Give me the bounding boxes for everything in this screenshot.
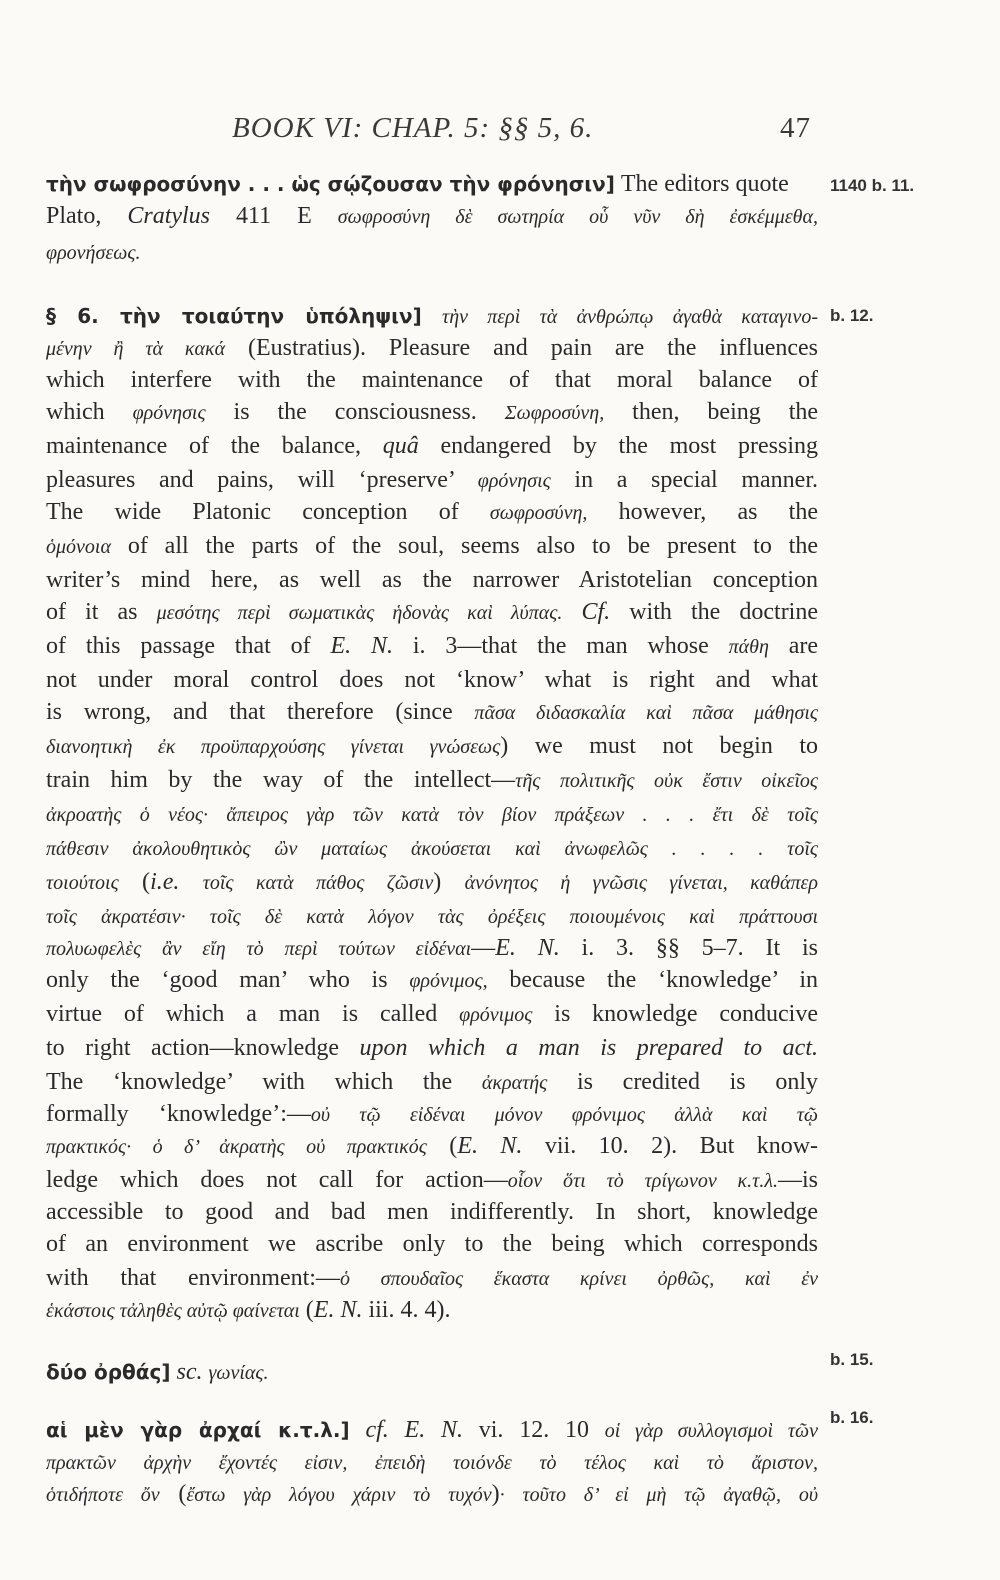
text-line: μένην ἢ τὰ κακά (Eustratius). Pleasure and pain are the influences: [46, 335, 818, 361]
text-line: ledge which does not call for action—οἷον ὅτι τὸ τρίγωνον κ.τ.λ.—is: [46, 1167, 818, 1193]
running-title: BOOK VI: CHAP. 5: §§ 5, 6.: [232, 112, 594, 144]
text-line: τὴν σωφροσύνην . . . ὡς σῴζουσαν τὴν φρόνησιν] The editors quote: [46, 171, 789, 197]
text-line: virtue of which a man is called φρόνιμος is knowledge conducive: [46, 1001, 818, 1027]
text-line: ἀκροατὴς ὁ νέος· ἄπειρος γὰρ τῶν κατὰ τὸν βίον πράξεων . . . ἔτι δὲ τοῖς: [46, 804, 818, 826]
text-line: φρονήσεως.: [46, 242, 141, 264]
running-header: [0, 112, 1000, 152]
margin-note: b. 16.: [830, 1408, 874, 1427]
text-line: writer’s mind here, as well as the narrower Aristotelian conception: [46, 567, 818, 593]
text-line: train him by the way of the intellect—τῆς πολιτικῆς οὐκ ἔστιν οἰκεῖος: [46, 767, 819, 793]
text-line: only the ‘good man’ who is φρόνιμος, because the ‘knowledge’ in: [46, 967, 818, 993]
text-line: ὁμόνοια of all the parts of the soul, seems also to be present to the: [46, 533, 818, 559]
text-line: pleasures and pains, will ‘preserve’ φρόνησις in a special manner.: [46, 467, 818, 493]
margin-note: b. 15.: [830, 1350, 874, 1369]
text-line: to right action—knowledge upon which a man is prepared to act.: [46, 1035, 818, 1061]
text-line: τοιούτοις (i.e. τοῖς κατὰ πάθος ζῶσιν) ἀνόνητος ἡ γνῶσις γίνεται, καθάπερ: [46, 869, 818, 895]
text-line: ἑκάστοις τἀληθὲς αὐτῷ φαίνεται (E. N. iii. 4. 4).: [46, 1297, 451, 1323]
margin-note: 1140 b. 11.: [830, 176, 915, 195]
text-line: πάθεσιν ἀκολουθητικὸς ὢν ματαίως ἀκούσεται καὶ ἀνωφελῶς . . . . τοῖς: [46, 838, 818, 860]
text-line: ὁτιδήποτε ὄν (ἔστω γὰρ λόγου χάριν τὸ τυχόν)· τοῦτο δ’ εἰ μὴ τῷ ἀγαθῷ, οὐ: [46, 1481, 818, 1507]
text-line: τοῖς ἀκρατέσιν· τοῖς δὲ κατὰ λόγον τὰς ὀρέξεις ποιουμένοις καὶ πράττουσι: [46, 906, 818, 928]
text-line: § 6. τὴν τοιαύτην ὑπόληψιν] τὴν περὶ τὰ ἀνθρώπῳ ἀγαθὰ καταγινο-: [46, 304, 818, 328]
text-line: of an environment we ascribe only to the being which corresponds: [46, 1231, 818, 1257]
text-line: αἱ μὲν γὰρ ἀρχαί κ.τ.λ.] cf. E. N. vi. 12. 10 οἱ γὰρ συλλογισμοὶ τῶν: [46, 1417, 818, 1443]
text-line: of this passage that of E. N. i. 3—that the man whose πάθη are: [46, 633, 819, 659]
text-line: which φρόνησις is the consciousness. Σωφροσύνη, then, being the: [46, 399, 819, 425]
page-number: 47: [780, 112, 811, 144]
text-line: πρακτῶν ἀρχὴν ἔχοντές εἰσιν, ἐπειδὴ τοιόνδε τὸ τέλος καὶ τὸ ἄριστον,: [46, 1452, 818, 1474]
text-line: accessible to good and bad men indifferently. In short, knowledge: [46, 1199, 818, 1225]
text-line: with that environment:—ὁ σπουδαῖος ἕκαστα κρίνει ὀρθῶς, καὶ ἐν: [46, 1265, 819, 1291]
text-line: not under moral control does not ‘know’ what is right and what: [46, 667, 818, 693]
text-line: The wide Platonic conception of σωφροσύνη, however, as the: [46, 499, 819, 525]
text-line: maintenance of the balance, quâ endangered by the most pressing: [46, 433, 818, 459]
text-line: διανοητικὴ ἐκ προϋπαρχούσης γίνεται γνώσεως) we must not begin to: [46, 733, 819, 759]
text-line: Plato, Cratylus 411 E σωφροσύνη δὲ σωτηρία οὗ νῦν δὴ ἐσκέμμεθα,: [46, 203, 818, 229]
text-line: πολυωφελὲς ἂν εἴη τὸ περὶ τούτων εἰδέναι—E. N. i. 3. §§ 5–7. It is: [46, 935, 819, 961]
margin-note: b. 12.: [830, 306, 874, 325]
text-line: is wrong, and that therefore (since πᾶσα διδασκαλία καὶ πᾶσα μάθησις: [46, 699, 818, 725]
text-line: πρακτικός· ὁ δ’ ἀκρατὴς οὐ πρακτικός (E. N. vii. 10. 2). But know-: [46, 1133, 819, 1159]
text-line: formally ‘knowledge’:—οὐ τῷ εἰδέναι μόνον φρόνιμος ἀλλὰ καὶ τῷ: [46, 1101, 818, 1127]
text-line: of it as μεσότης περὶ σωματικὰς ἡδονὰς καὶ λύπας. Cf. with the doctrine: [46, 599, 819, 625]
text-line: The ‘knowledge’ with which the ἀκρατής is credited is only: [46, 1069, 818, 1095]
text-line: δύο ὀρθάς] sc. γωνίας.: [46, 1359, 269, 1385]
text-line: which interfere with the maintenance of that moral balance of: [46, 367, 818, 393]
